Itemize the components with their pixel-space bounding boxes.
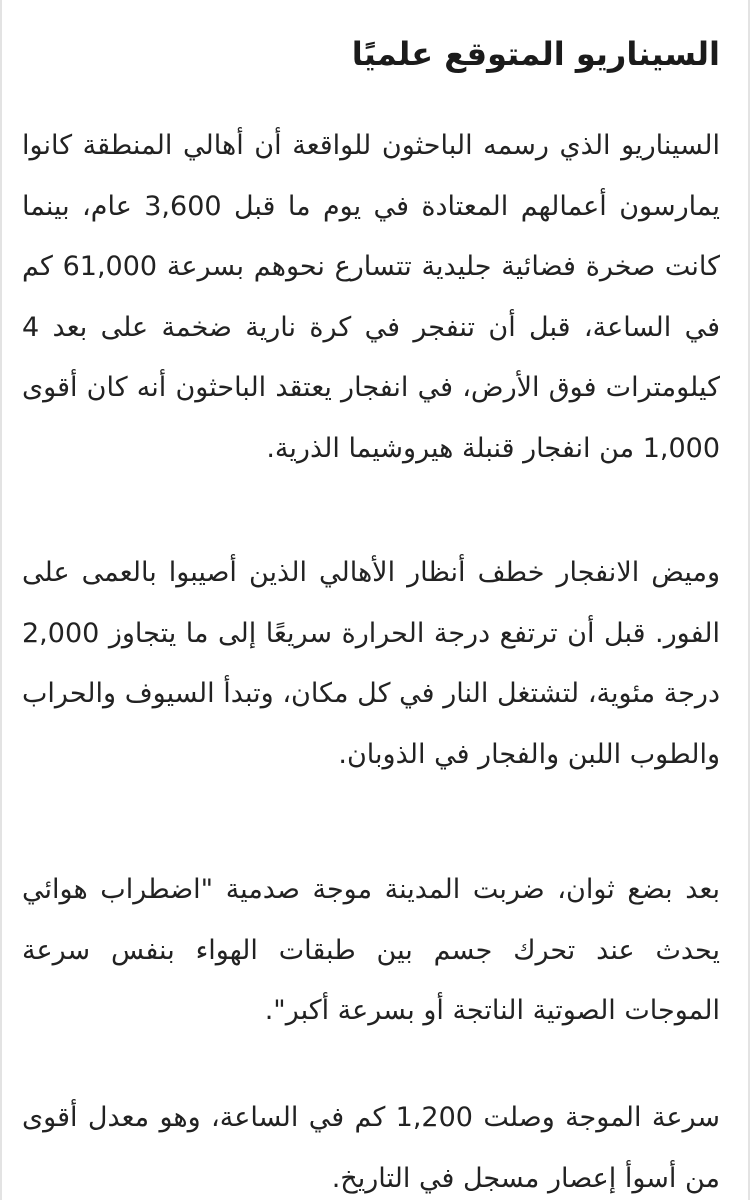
paragraph-flash: وميض الانفجار خطف أنظار الأهالي الذين أصيبوا بالعمى على الفور. قبل أن ترتفع درجة الحرارة سريعًا إلى ما يتجاوز 2,000 درجة مئوية، لتشتغل النار في كل مكان، وتبدأ السيوف والحراب والطوب اللبن والفجار في الذوبان. [22,557,720,770]
left-border-line [0,0,2,1200]
paragraph-shockwave: بعد بضع ثوان، ضربت المدينة موجة صدمية "اضطراب هوائي يحدث عند تحرك جسم بين طبقات الهواء بنفس سرعة الموجات الصوتية الناتجة أو بسرعة أكبر". [22,874,720,1026]
paragraph-wave-speed: سرعة الموجة وصلت 1,200 كم في الساعة، وهو معدل أقوى من أسوأ إعصار مسجل في التاريخ. [22,1102,720,1194]
paragraph-scenario: السيناريو الذي رسمه الباحثون للواقعة أن أهالي المنطقة كانوا يمارسون أعمالهم المعتادة في يوم ما قبل 3,600 عام، بينما كانت صخرة فضائية جليدية تتسارع نحوهم بسرعة 61,000 كم في الساعة، قبل أن تنفجر في كرة نارية ضخمة على بعد 4 كيلومترات فوق الأرض، في انفجار يعتقد الباحثون أنه كان أقوى 1,000 من انفجار قنبلة هيروشيما الذرية. [22,130,721,464]
section-title: السيناريو المتوقع علميًا [351,35,720,73]
